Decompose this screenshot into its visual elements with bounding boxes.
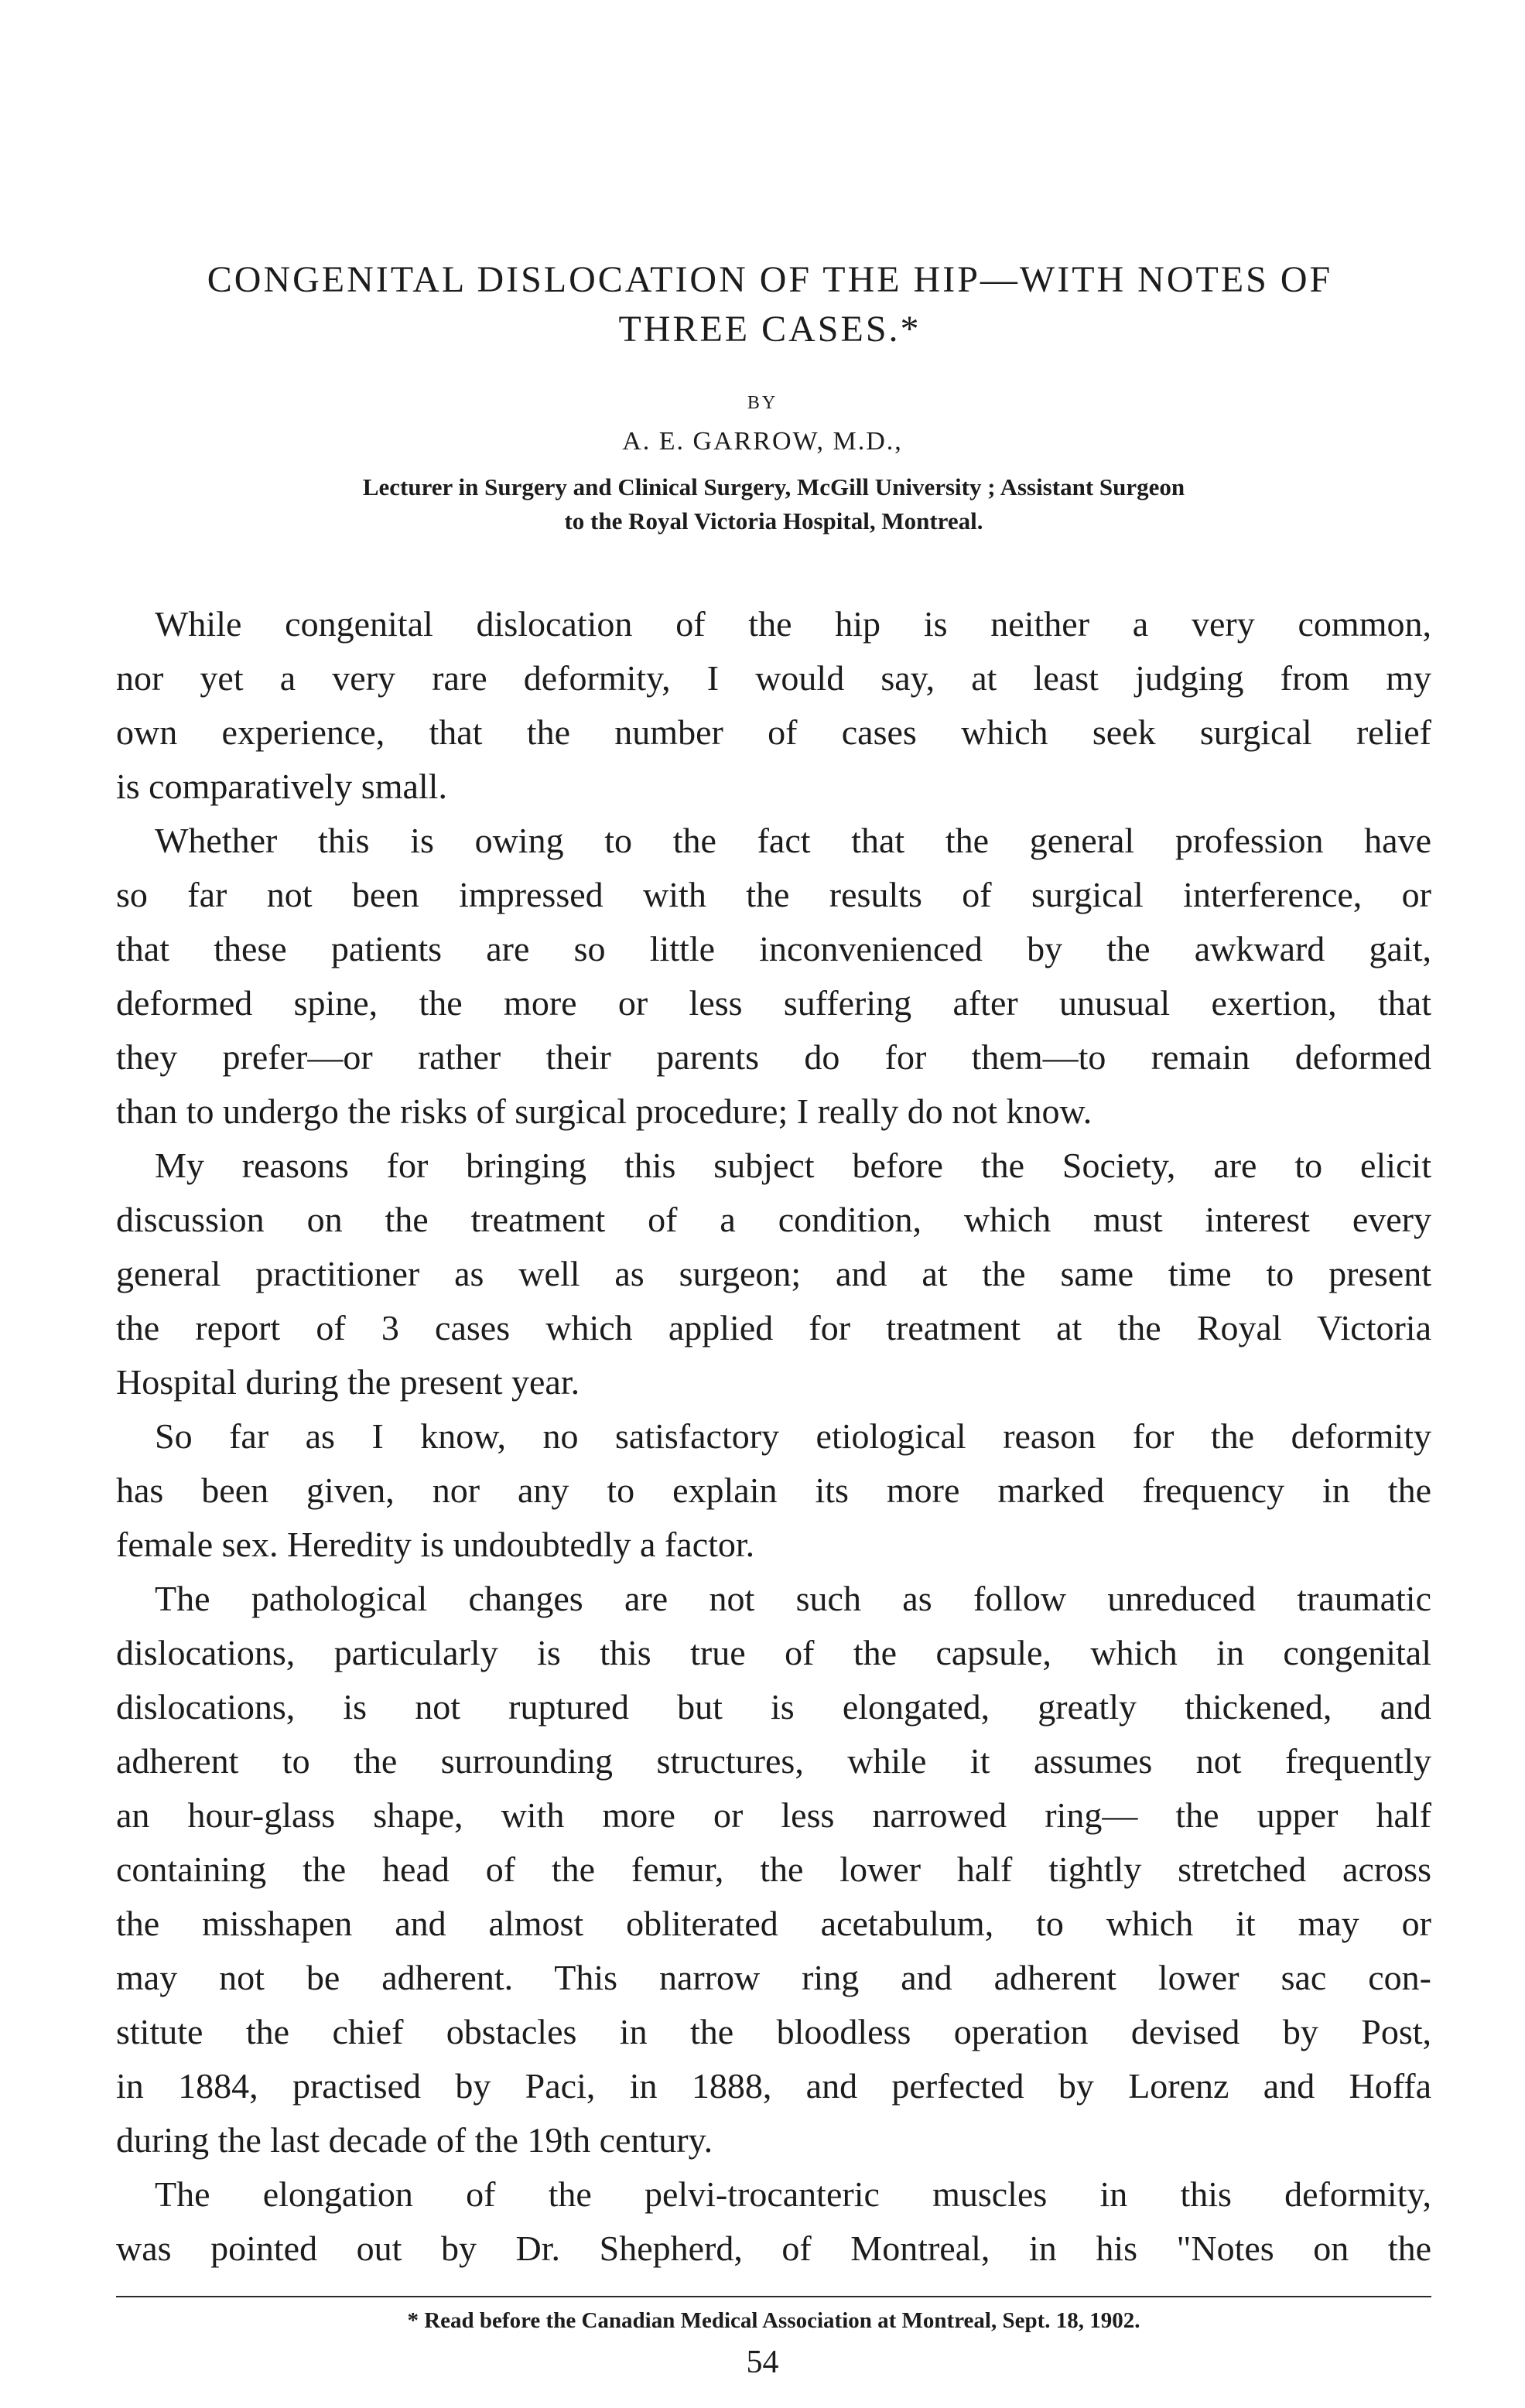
text-line: deformed spine, the more or less suffering after unusual exertion, that (116, 983, 1431, 1023)
text-line: discussion on the treatment of a condition, which must interest every (116, 1200, 1431, 1239)
page-number: 54 (746, 2345, 779, 2380)
text-line: adherent to the surrounding structures, while it assumes not frequently (116, 1741, 1431, 1781)
footnote-divider (116, 2296, 1431, 2297)
text-line: may not be adherent. This narrow ring and adherent lower sac con- (116, 1958, 1431, 1997)
text-line: so far not been impressed with the results of surgical interference, or (116, 875, 1431, 914)
text-line: was pointed out by Dr. Shepherd, of Montreal, in his "Notes on the (116, 2229, 1431, 2268)
author-affiliation (116, 470, 1431, 538)
text-line: female sex. Heredity is undoubtedly a factor. (116, 1525, 755, 1564)
text-line: than to undergo the risks of surgical procedure; I really do not know. (116, 1091, 1092, 1131)
text-line: While congenital dislocation of the hip is neither a very common, (155, 604, 1431, 644)
text-line: the misshapen and almost obliterated acetabulum, to which it may or (116, 1904, 1431, 1943)
paragraph-1 (116, 597, 1431, 814)
byline-label: BY (747, 393, 778, 413)
text-line: My reasons for bringing this subject before the Society, are to elicit (155, 1146, 1431, 1185)
text-line: containing the head of the femur, the lower half tightly stretched across (116, 1850, 1431, 1889)
text-line: dislocations, is not ruptured but is elongated, greatly thickened, and (116, 1687, 1431, 1727)
text-line: is comparatively small. (116, 767, 447, 806)
article-title (116, 255, 1424, 354)
text-line: own experience, that the number of cases which seek surgical relief (116, 712, 1431, 752)
text-line: The elongation of the pelvi-trocanteric muscles in this deformity, (155, 2174, 1431, 2214)
text-line: the report of 3 cases which applied for treatment at the Royal Victoria (116, 1308, 1431, 1347)
text-line: they prefer—or rather their parents do for them—to remain deformed (116, 1037, 1431, 1077)
paragraph-5 (116, 1572, 1431, 2167)
text-line: Hospital during the present year. (116, 1362, 580, 1402)
paragraph-2 (116, 814, 1431, 1139)
text-line: general practitioner as well as surgeon; and at the same time to present (116, 1254, 1431, 1293)
text-line: So far as I know, no satisfactory etiological reason for the deformity (155, 1416, 1431, 1456)
title-line-1: CONGENITAL DISLOCATION OF THE HIP—WITH NOTES OF (207, 259, 1333, 300)
text-line: that these patients are so little inconvenienced by the awkward gait, (116, 929, 1431, 968)
paragraph-3 (116, 1139, 1431, 1409)
text-line: Whether this is owing to the fact that the general profession have (155, 821, 1431, 860)
text-line: nor yet a very rare deformity, I would say, at least judging from my (116, 658, 1431, 698)
text-line: during the last decade of the 19th century. (116, 2120, 713, 2160)
footnote: * Read before the Canadian Medical Association at Montreal, Sept. 18, 1902. (407, 2308, 1140, 2333)
author-name: A. E. GARROW, M.D., (622, 427, 903, 456)
affiliation-line-1: Lecturer in Surgery and Clinical Surgery, McGill University ; Assistant Surgeon (362, 473, 1185, 500)
text-line: an hour-glass shape, with more or less narrowed ring— the upper half (116, 1795, 1431, 1835)
text-line: The pathological changes are not such as follow unreduced traumatic (155, 1579, 1431, 1618)
text-line: stitute the chief obstacles in the bloodless operation devised by Post, (116, 2012, 1431, 2051)
text-line: dislocations, particularly is this true of the capsule, which in congenital (116, 1633, 1431, 1672)
paragraph-4 (116, 1409, 1431, 1572)
paragraph-6 (116, 2167, 1431, 2276)
affiliation-line-2: to the Royal Victoria Hospital, Montreal. (564, 507, 983, 535)
title-line-2: THREE CASES.* (618, 309, 921, 350)
text-line: in 1884, practised by Paci, in 1888, and perfected by Lorenz and Hoffa (116, 2066, 1431, 2106)
text-line: has been given, nor any to explain its more marked frequency in the (116, 1470, 1431, 1510)
